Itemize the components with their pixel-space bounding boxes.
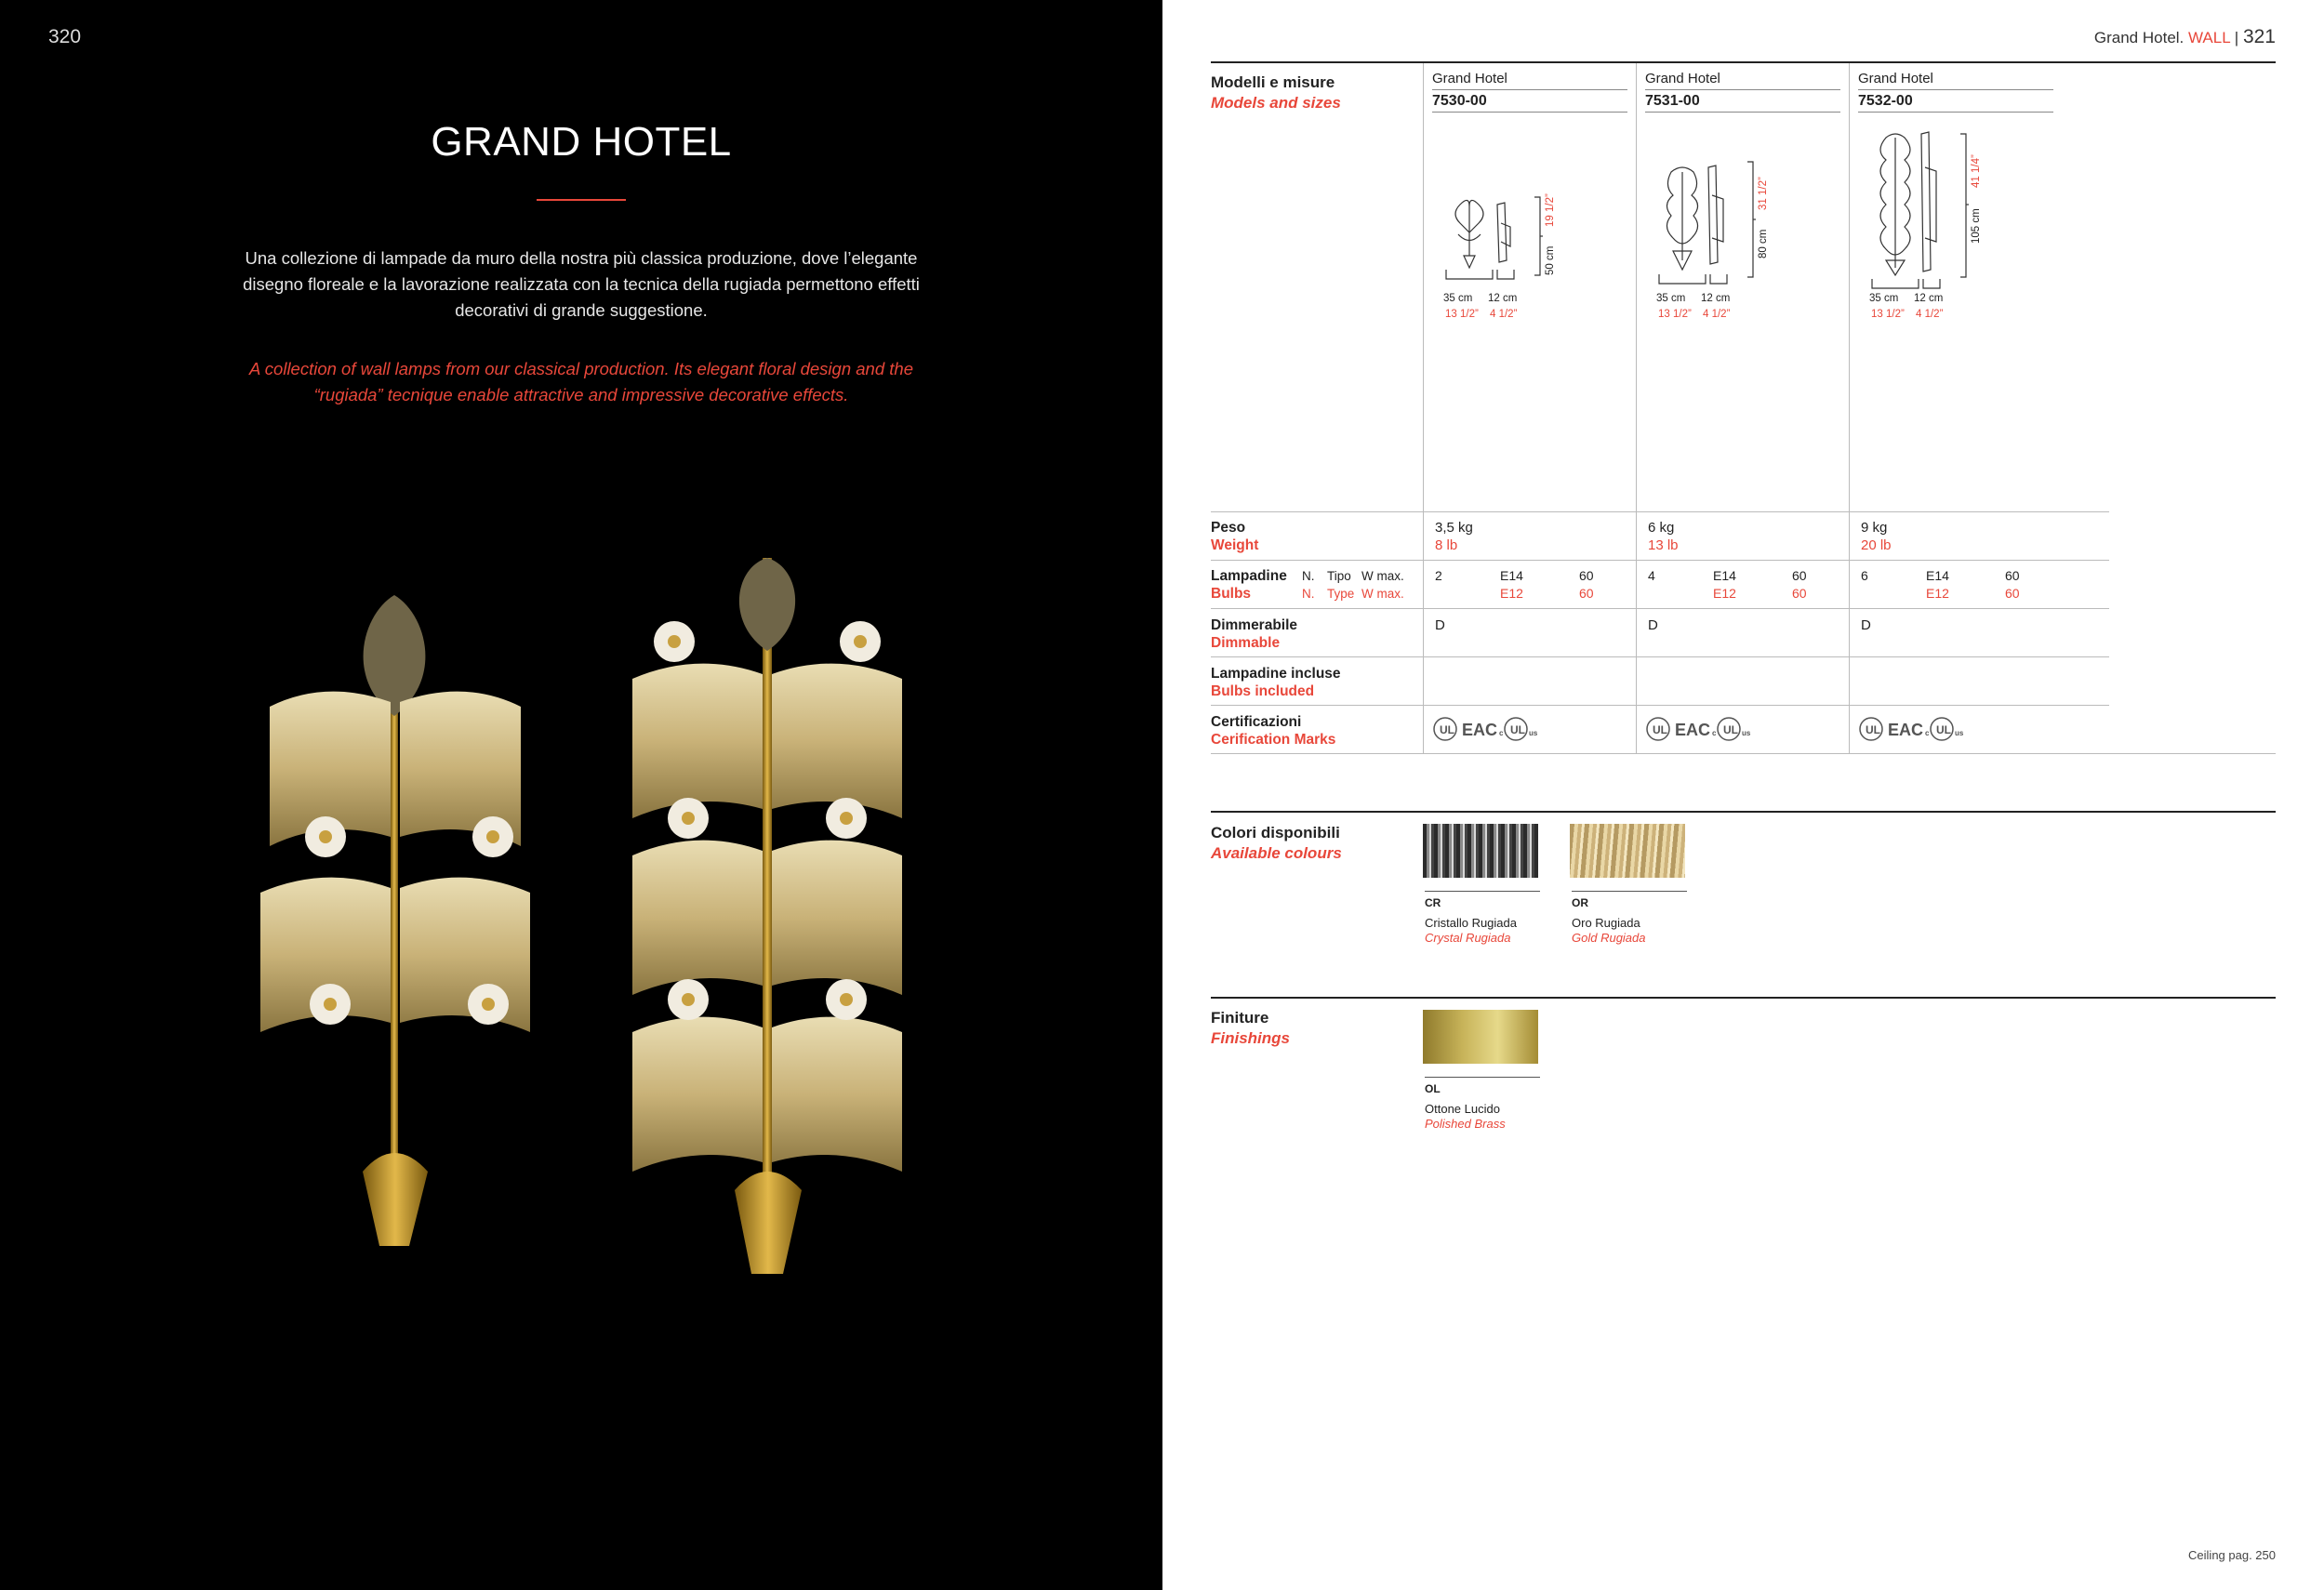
- colour-cr: CR Cristallo Rugiada Crystal Rugiada: [1425, 891, 1540, 946]
- finish-ol: OL Ottone Lucido Polished Brass: [1425, 1077, 1540, 1132]
- svg-text:EAC: EAC: [1675, 721, 1711, 739]
- height-in: 19 1/2”: [1545, 193, 1556, 227]
- right-page: [1162, 0, 2324, 1590]
- height-in: 41 1/4”: [1971, 154, 1982, 188]
- weight-7531: 6 kg 13 lb: [1648, 520, 1679, 553]
- height-cm: 50 cm: [1545, 245, 1556, 275]
- colours-label: Colori disponibili Available colours: [1211, 824, 1342, 862]
- bulb-type-7531: E14 E12: [1713, 568, 1736, 601]
- svg-text:UL: UL: [1723, 723, 1738, 736]
- page-number-left: 320: [48, 26, 82, 47]
- width-in: 13 1/2”: [1658, 309, 1692, 320]
- width-in: 13 1/2”: [1871, 309, 1905, 320]
- colours-top-rule: [1211, 811, 2276, 813]
- svg-text:us: us: [1742, 729, 1751, 737]
- column-divider: [1636, 63, 1637, 753]
- bulb-type-7530: E14 E12: [1500, 568, 1523, 601]
- svg-text:UL: UL: [1866, 723, 1880, 736]
- svg-text:UL: UL: [1510, 723, 1525, 736]
- table-bottom-rule: [1211, 753, 2276, 754]
- svg-text:c: c: [1712, 729, 1717, 737]
- svg-text:EAC: EAC: [1888, 721, 1924, 739]
- bulb-n-header: N. N.: [1302, 569, 1315, 601]
- certification-marks-icon: [1432, 715, 1553, 743]
- product-photo: [232, 539, 939, 1292]
- weight-label: Peso Weight: [1211, 520, 1259, 553]
- swatch-gold-rugiada: [1570, 824, 1685, 878]
- column-divider: [1423, 63, 1424, 753]
- width-cm: 35 cm: [1656, 293, 1686, 304]
- depth-in: 4 1/2”: [1916, 309, 1944, 320]
- row-rule: [1211, 608, 2109, 609]
- weight-7532: 9 kg 20 lb: [1861, 520, 1892, 553]
- certification-marks-icon: [1645, 715, 1766, 743]
- svg-text:c: c: [1925, 729, 1930, 737]
- small-lamp: [260, 595, 530, 1246]
- bulb-wmax-7530: 60 60: [1579, 568, 1594, 601]
- table-top-rule: [1211, 61, 2276, 63]
- model-header-7532: Grand Hotel 7532-00: [1858, 71, 2053, 113]
- svg-text:EAC: EAC: [1462, 721, 1498, 739]
- row-rule: [1211, 511, 2109, 512]
- width-cm: 35 cm: [1869, 293, 1899, 304]
- column-divider: [1849, 63, 1850, 753]
- certification-label: Certificazioni Cerification Marks: [1211, 714, 1336, 748]
- collection-title: GRAND HOTEL: [431, 119, 732, 165]
- depth-cm: 12 cm: [1488, 293, 1518, 304]
- dimmable-7531: D: [1648, 617, 1658, 633]
- finishes-top-rule: [1211, 997, 2276, 999]
- swatch-crystal-rugiada: [1423, 824, 1538, 878]
- depth-in: 4 1/2”: [1490, 309, 1518, 320]
- depth-in: 4 1/2”: [1703, 309, 1731, 320]
- bulb-n-7531: 4: [1648, 568, 1655, 583]
- dimmable-7532: D: [1861, 617, 1871, 633]
- large-lamp: [632, 558, 902, 1274]
- model-header-7530: Grand Hotel 7530-00: [1432, 71, 1627, 113]
- model-header-7531: Grand Hotel 7531-00: [1645, 71, 1840, 113]
- models-label: Modelli e misure Models and sizes: [1211, 73, 1341, 112]
- bulb-n-7532: 6: [1861, 568, 1868, 583]
- drawing-7531: [1645, 130, 1840, 330]
- row-rule: [1211, 705, 2109, 706]
- drawing-7530: [1432, 130, 1627, 330]
- weight-7530: 3,5 kg 8 lb: [1435, 520, 1473, 553]
- width-in: 13 1/2”: [1445, 309, 1479, 320]
- width-cm: 35 cm: [1443, 293, 1473, 304]
- depth-cm: 12 cm: [1701, 293, 1731, 304]
- row-rule: [1211, 560, 2109, 561]
- bulb-wmax-7531: 60 60: [1792, 568, 1807, 601]
- svg-text:us: us: [1955, 729, 1964, 737]
- svg-text:UL: UL: [1440, 723, 1454, 736]
- title-underline: [537, 199, 626, 201]
- bulb-wmax-header: W max. W max.: [1361, 569, 1404, 601]
- drawing-7532: [1858, 130, 2053, 330]
- description-english: A collection of wall lamps from our classical production. Its elegant floral design and the “rugiada” tecnique enable attractive and impressive decorative effects.: [249, 359, 913, 404]
- depth-cm: 12 cm: [1914, 293, 1944, 304]
- description-italian: Una collezione di lampade da muro della nostra più classica produzione, dove l’elegante disegno floreale e la lavorazione realizzata con la tecnica della rugiada permettono effetti decorativi di grande suggestione.: [243, 248, 920, 320]
- bulb-type-7532: E14 E12: [1926, 568, 1949, 601]
- svg-text:us: us: [1529, 729, 1538, 737]
- footer-cross-reference: Ceiling pag. 250: [2188, 1548, 2276, 1562]
- height-cm: 80 cm: [1758, 229, 1769, 258]
- svg-text:UL: UL: [1936, 723, 1951, 736]
- bulb-wmax-7532: 60 60: [2005, 568, 2020, 601]
- swatch-polished-brass: [1423, 1010, 1538, 1064]
- finishes-label: Finiture Finishings: [1211, 1009, 1290, 1047]
- bulbs-label: Lampadine Bulbs: [1211, 568, 1287, 602]
- dimmable-7530: D: [1435, 617, 1445, 633]
- svg-text:UL: UL: [1653, 723, 1667, 736]
- height-cm: 105 cm: [1971, 208, 1982, 244]
- bulbs-included-label: Lampadine incluse Bulbs included: [1211, 666, 1341, 699]
- row-rule: [1211, 656, 2109, 657]
- running-header: Grand Hotel. WALL | 321: [2093, 26, 2276, 47]
- svg-text:c: c: [1499, 729, 1504, 737]
- certification-marks-icon: [1858, 715, 1979, 743]
- bulb-type-header: Tipo Type: [1327, 569, 1355, 601]
- bulb-n-7530: 2: [1435, 568, 1442, 583]
- colour-or: OR Oro Rugiada Gold Rugiada: [1572, 891, 1687, 946]
- dimmable-label: Dimmerabile Dimmable: [1211, 617, 1298, 651]
- height-in: 31 1/2”: [1758, 177, 1769, 210]
